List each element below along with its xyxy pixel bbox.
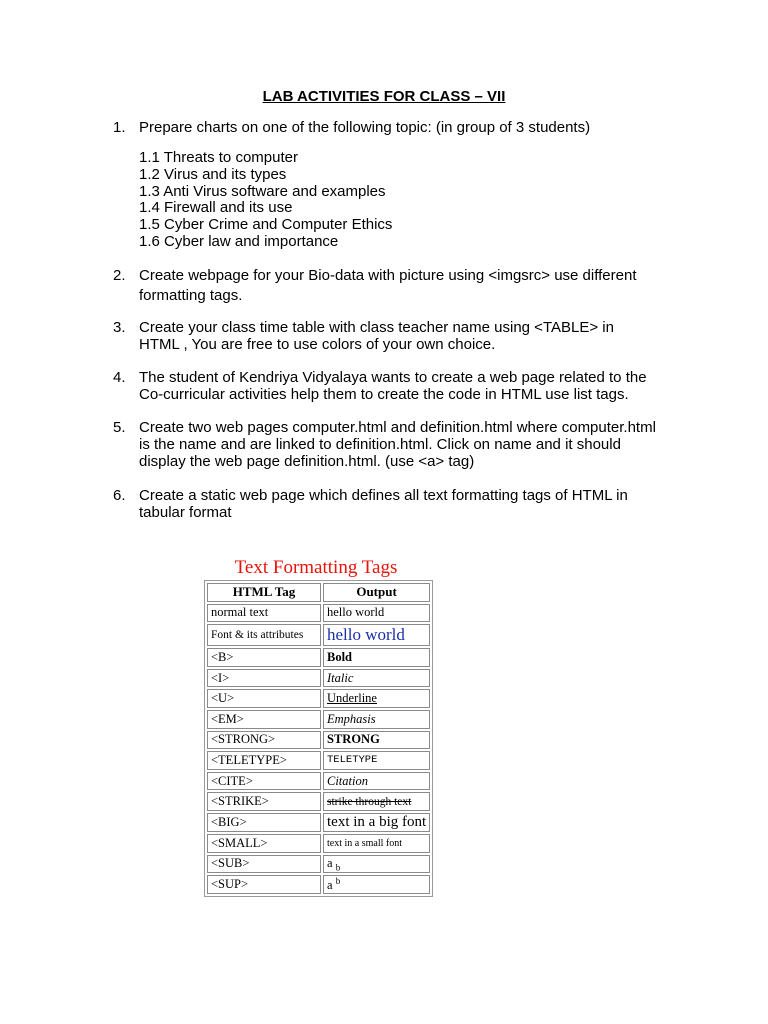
table-row [207,669,430,688]
output-cell [323,875,430,894]
item-line: is the name and are linked to definition.html. Click on name and it should [139,436,621,453]
tag-cell: <STRIKE> [207,792,321,811]
tag-cell: <SMALL> [207,834,321,853]
table-row [207,875,430,894]
subtopic-item: 1.3 Anti Virus software and examples [139,182,386,200]
output-cell: TELETYPE [323,751,430,770]
table-row [207,792,430,811]
item-text [139,119,689,136]
item-text [139,487,689,521]
output-cell: Citation [323,772,430,791]
subtopic-item: 1.6 Cyber law and importance [139,232,339,250]
table-row [207,710,430,729]
item-line: display the web page definition.html. (use <a> tag) [139,453,475,470]
item-number: 2. [113,267,126,284]
tag-cell: <SUP> [207,875,321,894]
item-number: 3. [113,319,126,336]
item-line: Create webpage for your Bio-data with picture using <imgsrc> use different [139,267,637,284]
tag-cell: <BIG> [207,813,321,832]
tag-cell: <B> [207,648,321,667]
item-line: formatting tags. [139,287,243,304]
tag-cell: <SUB> [207,855,321,874]
item-line: Create a static web page which defines all text formatting tags of HTML in [139,487,628,504]
item-text [139,419,689,470]
tag-cell: <U> [207,689,321,708]
page-title: LAB ACTIVITIES FOR CLASS – VII [262,88,506,105]
item-text [139,267,689,304]
table-row [207,648,430,667]
column-header: Output [323,583,430,602]
table-row [207,604,430,623]
table-row [207,813,430,832]
table-row [207,731,430,750]
item-text [139,369,689,403]
output-cell: text in a big font [323,813,430,832]
tag-cell: <EM> [207,710,321,729]
item-line: Co-curricular activities help them to create the code in HTML use list tags. [139,386,629,403]
item-line: tabular format [139,504,232,521]
item-text [139,319,689,353]
tag-cell: <I> [207,669,321,688]
output-cell: Underline [323,689,430,708]
table-header-row [207,583,430,602]
subtopic-list [139,150,392,251]
item-line: Prepare charts on one of the following topic: (in group of 3 students) [139,119,591,136]
output-cell: hello world [323,604,430,623]
tag-cell: <CITE> [207,772,321,791]
output-cell: STRONG [323,731,430,750]
subtopic-item: 1.2 Virus and its types [139,165,287,183]
table-row [207,855,430,874]
output-cell: Italic [323,669,430,688]
subscript-char: b [335,862,341,873]
output-cell: hello world [323,624,430,646]
tag-cell: normal text [207,604,321,623]
output-cell: Bold [323,648,430,667]
item-line: The student of Kendriya Vidyalaya wants to create a web page related to the [139,369,647,386]
output-cell [323,855,430,874]
base-char: a [327,855,333,870]
output-cell: strike through text [323,792,430,811]
item-line: Create two web pages computer.html and definition.html where computer.html [139,419,656,436]
column-header: HTML Tag [207,583,321,602]
item-number: 5. [113,419,126,436]
item-line: HTML , You are free to use colors of your own choice. [139,336,496,353]
figure-title: Text Formatting Tags [234,557,398,578]
item-number: 6. [113,487,126,504]
subtopic-item: 1.4 Firewall and its use [139,199,293,217]
item-line: Create your class time table with class teacher name using <TABLE> in [139,319,614,336]
formatting-tags-table [204,580,433,897]
base-char: a [327,878,333,893]
subtopic-item: 1.5 Cyber Crime and Computer Ethics [139,216,393,234]
superscript-char: b [335,876,341,887]
output-cell: text in a small font [323,834,430,853]
table-row [207,772,430,791]
subtopic-item: 1.1 Threats to computer [139,149,298,166]
item-number: 4. [113,369,126,386]
table-row [207,834,430,853]
tag-cell: Font & its attributes [207,624,321,646]
tag-cell: <STRONG> [207,731,321,750]
table-row [207,689,430,708]
table-row [207,624,430,646]
table-row [207,751,430,770]
output-cell: Emphasis [323,710,430,729]
tag-cell: <TELETYPE> [207,751,321,770]
item-number: 1. [113,119,126,136]
